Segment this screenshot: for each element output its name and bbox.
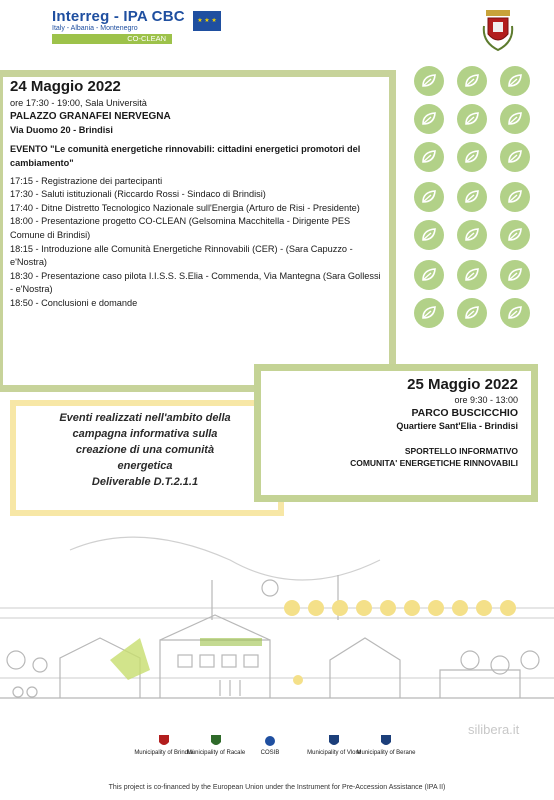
event2-sportello-line2: COMUNITA' ENERGETICHE RINNOVABILI	[350, 458, 518, 468]
program-countries: Italy - Albania - Montenegro	[52, 25, 138, 32]
agenda-item: 18:50 - Conclusioni e domande	[10, 297, 138, 308]
leaf-icon	[500, 182, 530, 212]
community-energy-illustration	[0, 520, 554, 720]
event1-address: Via Duomo 20 - Brindisi	[10, 124, 113, 135]
leaf-icon	[500, 298, 530, 328]
note-deliverable: Deliverable D.T.2.1.1	[91, 476, 199, 488]
brindisi-crest-icon	[158, 734, 170, 748]
project-name-band: CO-CLEAN	[52, 34, 172, 44]
cosib-logo-icon	[264, 734, 276, 748]
leaf-icon	[457, 220, 487, 250]
event2-block	[262, 378, 518, 469]
leaf-icon	[414, 182, 444, 212]
agenda-item: 17:15 - Registrazione dei partecipanti	[10, 175, 163, 186]
leaf-icon	[500, 66, 530, 96]
partner-name: Municipality of Brindisi	[134, 750, 194, 756]
event2-sportello-line1: SPORTELLO INFORMATIVO	[404, 446, 518, 456]
eu-flag-icon: ★ ★ ★	[193, 11, 221, 31]
event1-venue: PALAZZO GRANAFEI NERVEGNA	[10, 111, 171, 123]
agenda-item: 18:30 - Presentazione caso pilota I.I.S.S. S.Elia - Commenda, Via Mantegna (Sara Gollessi - e'Nostra)	[10, 270, 381, 295]
leaf-icon	[457, 66, 487, 96]
note-line: energetica	[117, 460, 173, 472]
leaf-icon	[414, 298, 444, 328]
berane-crest-icon	[380, 734, 392, 748]
event2-area: Quartiere Sant'Elia - Brindisi	[396, 421, 518, 431]
event2-date: 25 Maggio 2022	[407, 376, 518, 393]
agenda-item: 18:00 - Presentazione progetto CO-CLEAN (Gelsomina Macchitella - Dirigente PES Comune di Brindisi)	[10, 216, 351, 240]
event1-date: 24 Maggio 2022	[10, 78, 121, 95]
leaf-icon	[457, 298, 487, 328]
leaf-icon	[414, 104, 444, 134]
note-line: creazione di una comunità	[75, 444, 215, 456]
vlore-crest-icon	[328, 734, 340, 748]
leaf-icon	[500, 260, 530, 290]
leaf-icon	[500, 220, 530, 250]
partner-name: Municipality of Racale	[186, 750, 246, 756]
partner-name: COSIB	[260, 750, 280, 756]
leaf-icon	[500, 142, 530, 172]
event1-time-place: ore 17:30 - 19:00, Sala Università	[10, 97, 147, 108]
program-name: Interreg - IPA CBC	[52, 8, 185, 25]
event2-time: ore 9:30 - 13:00	[454, 395, 518, 405]
watermark: silibera.it	[468, 722, 520, 737]
agenda-item: 18:15 - Introduzione alle Comunità Energetiche Rinnovabili (CER) - (Sara Capuzzo - e'Nostra)	[10, 243, 353, 268]
footer-disclaimer: This project is co-financed by the European Union under the Instrument for Pre-Accession Assistance (IPA II)	[108, 784, 446, 791]
racale-crest-icon	[210, 734, 222, 748]
partner-name: Municipality of Berane	[356, 750, 416, 756]
partner-logo	[240, 734, 300, 757]
leaf-icon	[457, 142, 487, 172]
leaf-icon	[414, 220, 444, 250]
note-line: campagna informativa sulla	[72, 428, 218, 440]
campaign-note	[20, 410, 270, 490]
event1-title: EVENTO "Le comunità energetiche rinnovabili: cittadini energetici promotori del cambiamento"	[10, 144, 361, 168]
event2-venue: PARCO BUSCICCHIO	[411, 407, 518, 419]
note-line: Eventi realizzati nell'ambito della	[59, 412, 231, 424]
partner-logo	[134, 734, 194, 757]
leaf-icon	[457, 104, 487, 134]
leaf-icon	[457, 182, 487, 212]
partner-logo	[304, 734, 364, 757]
partner-name: Municipality of Vlore	[307, 750, 361, 756]
event1-block	[10, 80, 382, 311]
city-crest-icon	[480, 6, 516, 52]
agenda-item: 17:40 - Ditne Distretto Tecnologico Nazionale sull'Energia (Arturo de Risi - Presidente)	[10, 202, 360, 213]
leaf-icon	[414, 66, 444, 96]
leaf-icon	[500, 104, 530, 134]
partner-logo	[186, 734, 246, 757]
agenda-item: 17:30 - Saluti istituzionali (Riccardo Rossi - Sindaco di Brindisi)	[10, 189, 266, 200]
partner-logo	[356, 734, 416, 757]
leaf-icon	[457, 260, 487, 290]
leaf-icon	[414, 142, 444, 172]
leaf-icon	[414, 260, 444, 290]
